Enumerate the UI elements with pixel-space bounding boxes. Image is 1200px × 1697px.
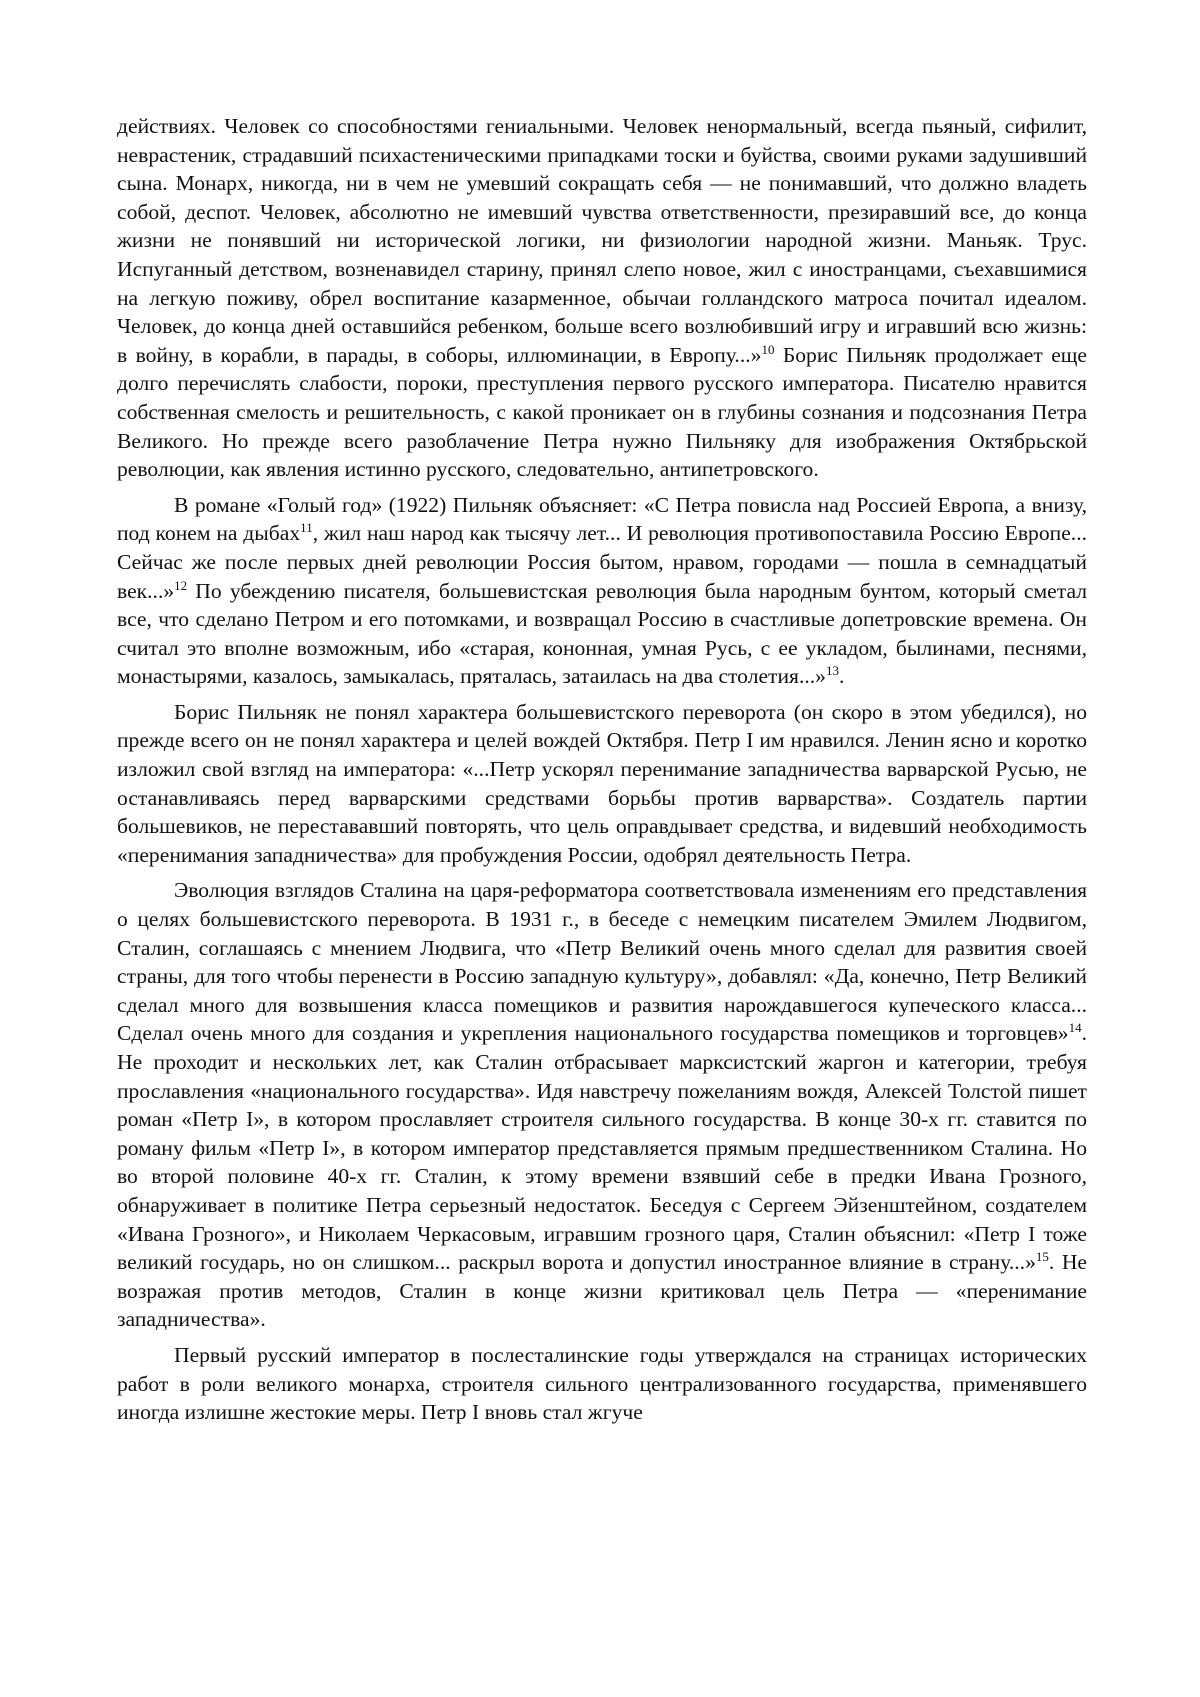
paragraph-5 <box>117 1341 1087 1427</box>
paragraph-text: действиях. Человек со способностями гениальными. Человек ненормальный, всегда пьяный, сифилит, неврастеник, страдавший психастеническими припадками тоски и буйства, своими руками задушивший сына. Монарх, никогда, ни в чем не умевший сокращать себя — не понимавший, что должно владеть собой, деспот. Человек, абсолютно не имевший чувства ответственности, презиравший все, до конца жизни не понявший ни исторической логики, ни физиологии народной жизни. Маньяк. Трус. Испуганный детством, возненавидел старину, принял слепо новое, жил с иностранцами, съехавшимися на легкую поживу, обрел воспитание казарменное, обычаи голландского матроса почитал идеалом. Человек, до конца дней оставшийся ребенком, больше всего возлюбивший игру и игравший всю жизнь: в войну, в корабли, в парады, в соборы, иллюминации, в Европу...» <box>117 114 1087 367</box>
paragraph-text: Эволюция взглядов Сталина на царя-реформатора соответствовала изменениям его представления о целях большевистского переворота. В 1931 г., в беседе с немецким писателем Эмилем Людвигом, Сталин, соглашаясь с мнением Людвига, что «Петр Великий очень много сделал для развития своей страны, для того чтобы перенести в Россию западную культуру», добавлял: «Да, конечно, Петр Великий сделал много для возвышения класса помещиков и развития нарождавшегося купеческого класса... Сделал очень много для создания и укрепления национального государства помещиков и торговцев» <box>117 878 1087 1046</box>
footnote-ref-10[interactable]: 10 <box>761 341 775 357</box>
footnote-ref-12[interactable]: 12 <box>174 577 188 593</box>
footnote-ref-13[interactable]: 13 <box>825 663 839 679</box>
footnote-ref-14[interactable]: 14 <box>1068 1020 1082 1036</box>
paragraph-text: Борис Пильняк не понял характера большевистского переворота (он скоро в этом убедился), но прежде всего он не понял характера и целей вождей Октября. Петр I им нравился. Ленин ясно и коротко изложил свой взгляд на императора: «...Петр ускорял перенимание западничества варварской Русью, не останавливаясь перед варварскими средствами борьбы против варварства». Создатель партии большевиков, не перестававший повторять, что цель оправдывает средства, и видевший необходимость «перенимания западничества» для пробуждения России, одобрял деятельность Петра. <box>117 699 1087 867</box>
paragraph-3 <box>117 698 1087 870</box>
paragraph-text: , жил наш народ как тысячу лет... И революция противопоставила Россию Европе... Сейчас же после первых дней революции Россия бытом, нравом, городами — пошла в семнадцатый век...» <box>117 521 1087 603</box>
paragraph-1 <box>117 112 1087 484</box>
paragraph-text: . Не проходит и нескольких лет, как Сталин отбрасывает марксистский жаргон и категории, требуя прославления «национального государства». Идя навстречу пожеланиям вождя, Алексей Толстой пишет роман «Петр I», в котором прославляет строителя сильного государства. В конце 30-х гг. ставится по роману фильм «Петр I», в котором император представляется прямым предшественником Сталина. Но во второй половине 40-х гг. Сталин, к этому времени взявший себе в предки Ивана Грозного, обнаруживает в политике Петра серьезный недостаток. Беседуя с Сергеем Эйзенштейном, создателем «Ивана Грозного», и Николаем Черкасовым, игравшим грозного царя, Сталин объяснил: «Петр I тоже великий государь, но он слишком... раскрыл ворота и допустил иностранное влияние в страну...» <box>117 1021 1087 1275</box>
document-page <box>117 112 1087 1434</box>
paragraph-text: В романе «Голый год» (1922) Пильняк объясняет: «С Петра повисла над Россией Европа, а внизу, под конем на дыбах <box>117 492 1087 546</box>
paragraph-text: По убеждению писателя, большевистская революция была народным бунтом, который сметал все, что сделано Петром и его потомками, и возвращал Россию в счастливые допетровские времена. Он считал это вполне возможным, ибо «старая, кононная, умная Русь, с ее укладом, былинами, песнями, монастырями, казалось, замыкалась, пряталась, затаилась на два столетия...» <box>117 578 1087 689</box>
paragraph-text: . Не возражая против методов, Сталин в конце жизни критиковал цель Петра — «перенимание западничества». <box>117 1250 1087 1332</box>
paragraph-4 <box>117 876 1087 1334</box>
paragraph-text: . <box>838 664 845 689</box>
footnote-ref-15[interactable]: 15 <box>1035 1248 1049 1264</box>
paragraph-text: Борис Пильняк продолжает еще долго перечислять слабости, пороки, преступления первого русского императора. Писателю нравится собственная смелость и решительность, с какой проникает он в глубины сознания и подсознания Петра Великого. Но прежде всего разоблачение Петра нужно Пильняку для изображения Октябрьской революции, как явления истинно русского, следовательно, антипетровского. <box>117 342 1087 482</box>
paragraph-text: Первый русский император в послесталинские годы утверждался на страницах исторических работ в роли великого монарха, строителя сильного централизованного государства, применявшего иногда излишне жестокие меры. Петр I вновь стал жгуче <box>117 1342 1087 1425</box>
paragraph-2 <box>117 491 1087 691</box>
footnote-ref-11[interactable]: 11 <box>300 520 313 536</box>
